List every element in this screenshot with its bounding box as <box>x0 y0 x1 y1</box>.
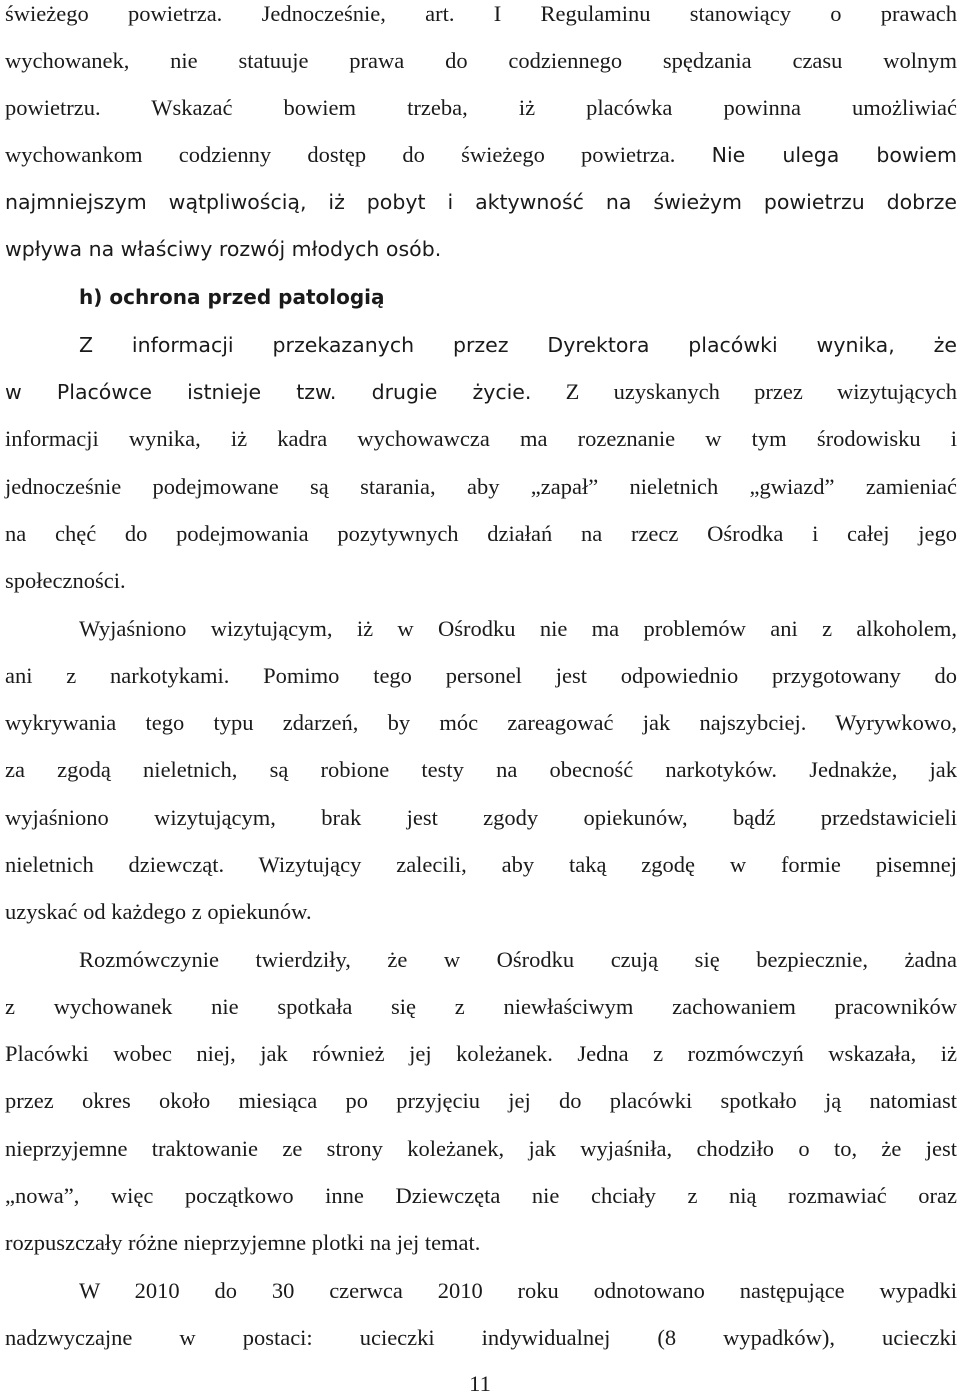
paragraph-line: z wychowanek nie spotkała się z niewłaściwym zachowaniem pracowników <box>5 994 957 1019</box>
paragraph-line: nieletnich dziewcząt. Wizytujący zalecili, aby taką zgodę w formie pisemnej <box>5 852 957 877</box>
paragraph-line: nadzwyczajne w postaci: ucieczki indywidualnej (8 wypadków), ucieczki <box>5 1325 957 1350</box>
paragraph-line: jednocześnie podejmowane są starania, aby „zapał” nieletnich „gwiazd” zamieniać <box>5 474 957 499</box>
sentence-segment-sans: w Placówce istnieje tzw. drugie życie. <box>5 380 532 404</box>
paragraph-line: najmniejszym wątpliwością, iż pobyt i aktywność na świeżym powietrzu dobrze <box>5 190 957 214</box>
paragraph-line: wpływa na właściwy rozwój młodych osób. <box>5 237 442 261</box>
paragraph-line: wyjaśniono wizytującym, brak jest zgody opiekunów, bądź przedstawicieli <box>5 805 957 830</box>
paragraph-line: wykrywania tego typu zdarzeń, by móc zareagować jak najszybciej. Wyrywkowo, <box>5 710 957 735</box>
paragraph-line: społeczności. <box>5 568 126 593</box>
paragraph-line <box>5 378 957 406</box>
paragraph-line: przez okres około miesiąca po przyjęciu jej do placówki spotkało ją natomiast <box>5 1088 957 1113</box>
paragraph-line: uzyskać od każdego z opiekunów. <box>5 899 312 924</box>
paragraph-line: ani z narkotykami. Pomimo tego personel jest odpowiednio przygotowany do <box>5 663 957 688</box>
paragraph-line: za zgodą nieletnich, są robione testy na obecność narkotyków. Jednakże, jak <box>5 757 957 782</box>
paragraph-line: Wyjaśniono wizytującym, iż w Ośrodku nie ma problemów ani z alkoholem, <box>79 616 957 641</box>
sentence-segment: wychowankom codzienny dostęp do świeżego powietrza. <box>5 142 676 167</box>
sentence-segment: Z uzyskanych przez wizytujących <box>565 379 957 404</box>
section-heading: h) ochrona przed patologią <box>79 285 385 309</box>
page-number: 11 <box>469 1371 491 1396</box>
paragraph-line: rozpuszczały różne nieprzyjemne plotki na jej temat. <box>5 1230 481 1255</box>
paragraph-line <box>5 141 957 169</box>
paragraph-line: „nowa”, więc początkowo inne Dziewczęta nie chciały z nią rozmawiać oraz <box>5 1183 957 1208</box>
paragraph-line: nieprzyjemne traktowanie ze strony koleżanek, jak wyjaśniła, chodziło o to, że jest <box>5 1136 957 1161</box>
paragraph-line: informacji wynika, iż kadra wychowawcza ma rozeznanie w tym środowisku i <box>5 426 957 451</box>
paragraph-line: świeżego powietrza. Jednocześnie, art. I Regulaminu stanowiący o prawach <box>5 1 957 26</box>
paragraph-line: Rozmówczynie twierdziły, że w Ośrodku czują się bezpiecznie, żadna <box>79 947 957 972</box>
paragraph-line: powietrzu. Wskazać bowiem trzeba, iż placówka powinna umożliwiać <box>5 95 957 120</box>
paragraph-line: Z informacji przekazanych przez Dyrektora placówki wynika, że <box>79 333 957 357</box>
paragraph-line: W 2010 do 30 czerwca 2010 roku odnotowano następujące wypadki <box>79 1278 957 1303</box>
paragraph-line: na chęć do podejmowania pozytywnych działań na rzecz Ośrodka i całej jego <box>5 521 957 546</box>
paragraph-line: wychowanek, nie statuuje prawa do codziennego spędzania czasu wolnym <box>5 48 957 73</box>
sentence-segment-sans: Nie ulega bowiem <box>711 143 957 167</box>
paragraph-line: Placówki wobec niej, jak również jej koleżanek. Jedna z rozmówczyń wskazała, iż <box>5 1041 957 1066</box>
